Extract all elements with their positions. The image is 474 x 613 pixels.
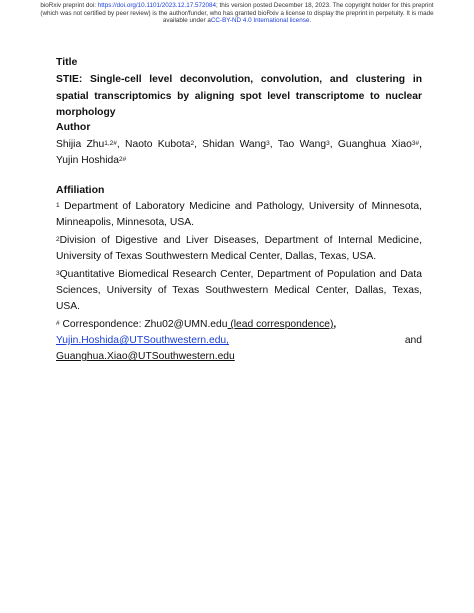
affiliation-number: 3 — [56, 270, 60, 277]
author-name: Yujin Hoshida — [56, 155, 119, 166]
email-zhu[interactable]: Zhu02@UMN.edu — [144, 319, 228, 330]
author-name: Shijia Zhu — [56, 139, 105, 150]
author-name: Guanghua Xiao — [337, 139, 412, 150]
author-affiliation-sup: 3 — [266, 140, 270, 147]
correspondence: # Correspondence: Zhu02@UMN.edu (lead correspondence), Yujin.Hoshida@UTSouthwestern.edu, and Guanghua.Xiao@UTSouthwestern.edu — [56, 319, 422, 362]
email-xiao[interactable]: Guanghua.Xiao@UTSouthwestern.edu — [56, 351, 235, 362]
author-affiliation-sup: 2 — [190, 140, 195, 147]
lead-correspondence-note: (lead correspondence) — [227, 319, 334, 330]
author-separator: , — [329, 139, 338, 150]
author-affiliation-sup: 1,2# — [104, 140, 117, 147]
header-line-2: (which was not certified by peer review) is the author/funder, who has granted bioRxiv a license to display the preprint in perpetuity. It is made — [40, 9, 434, 17]
author-name: Tao Wang — [277, 139, 327, 150]
affiliation-text: Division of Digestive and Liver Diseases, Department of Internal Medicine, University of Texas Southwestern Medical Center, Dallas, Texas, USA. — [56, 235, 422, 262]
affiliation-number: 2 — [56, 236, 60, 243]
email-hoshida[interactable]: Yujin.Hoshida@UTSouthwestern.edu, — [56, 335, 230, 346]
affiliation-text: Quantitative Biomedical Research Center, Department of Population and Data Sciences, University of Texas Southwestern Medical Center, Dallas, Texas, USA. — [56, 269, 422, 312]
author-section — [56, 121, 422, 169]
author-label: Author — [56, 121, 91, 133]
title-section — [56, 56, 422, 122]
affiliation-label: Affiliation — [56, 184, 105, 196]
affiliation-item — [56, 233, 422, 265]
header-line-1: bioRxiv preprint doi: https://doi.org/10.1101/2023.12.17.572084; this version posted December 18, 2023. The copyright holder for this preprint — [40, 2, 434, 9]
affiliation-item — [56, 199, 422, 231]
doi-link[interactable]: https://doi.org/10.1101/2023.12.17.572084 — [97, 2, 217, 9]
license-link[interactable]: CC-BY-ND 4.0 International license — [210, 17, 310, 25]
author-separator: , — [419, 139, 422, 150]
author-separator: , — [116, 139, 126, 150]
paper-title: STIE: Single-cell level deconvolution, convolution, and clustering in spatial transcriptomics by aligning spot level transcriptome to nuclear morphology — [56, 74, 422, 118]
affiliation-list — [56, 199, 422, 315]
affiliation-section — [56, 184, 422, 367]
author-affiliation-sup: 3 — [326, 140, 330, 147]
header-line-3: available under aCC-BY-ND 4.0 International license. — [162, 17, 312, 25]
affiliation-item — [56, 267, 422, 315]
author-name: Naoto Kubota — [125, 139, 191, 150]
author-affiliation-sup: 3# — [411, 140, 420, 147]
author-affiliation-sup: 2# — [118, 156, 127, 163]
correspondence-marker: # — [56, 320, 60, 327]
preprint-header — [0, 2, 474, 25]
affiliation-text: Department of Laboratory Medicine and Pathology, University of Minnesota, Minneapolis, Minnesota, USA. — [56, 201, 422, 228]
author-separator: , — [194, 139, 203, 150]
author-list — [56, 137, 422, 169]
author-name: Shidan Wang — [202, 139, 267, 150]
affiliation-number: 1 — [56, 202, 60, 209]
title-label: Title — [56, 56, 78, 68]
author-separator: , — [269, 139, 278, 150]
